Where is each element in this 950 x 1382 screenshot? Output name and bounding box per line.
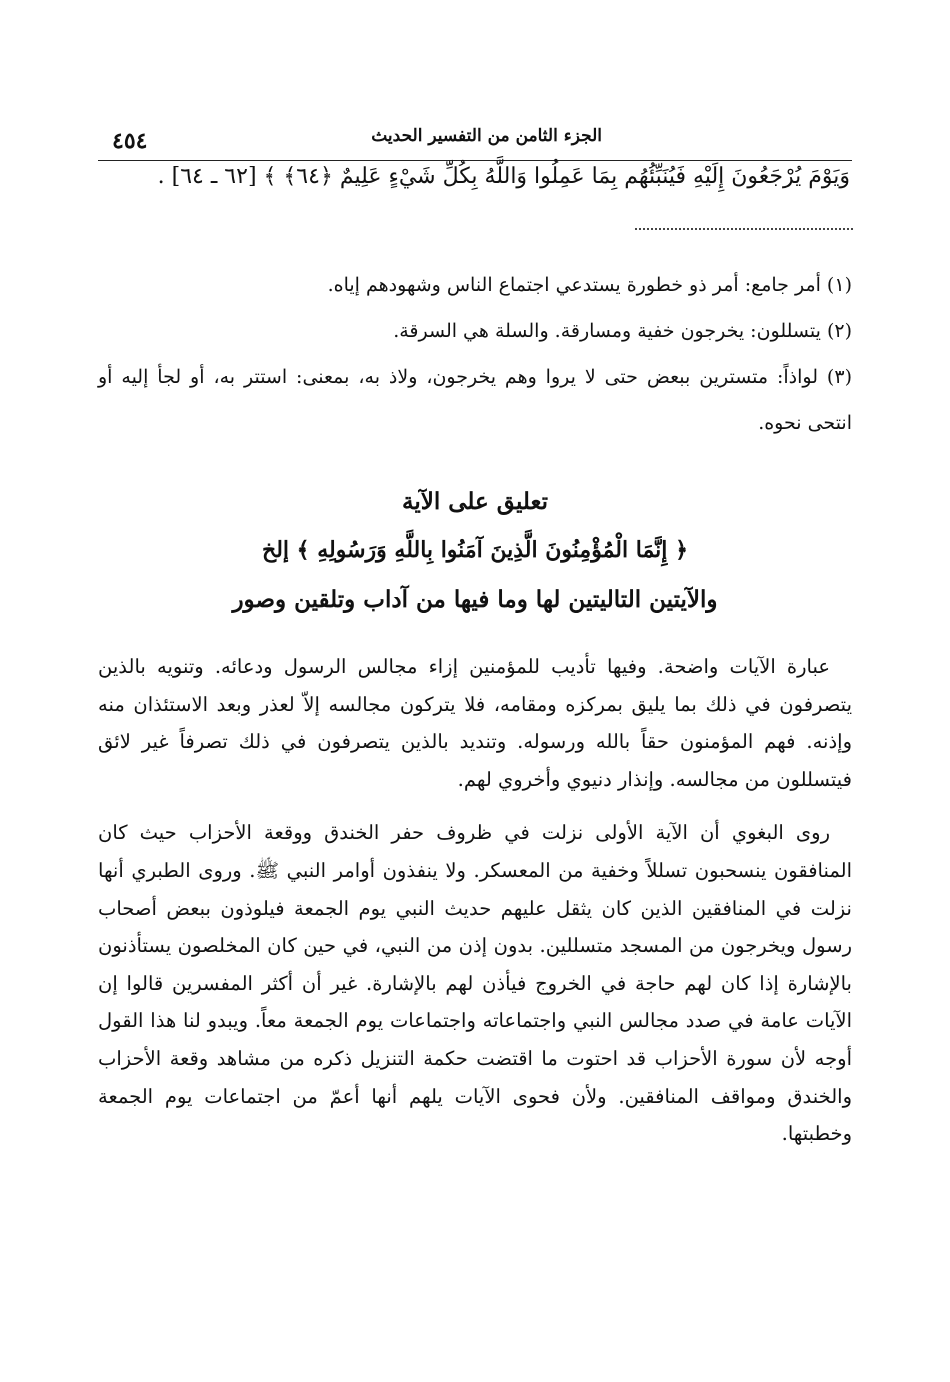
footnotes — [98, 262, 852, 446]
section-title: تعليق على الآية — [402, 488, 548, 515]
footnote-2: (٢) يتسللون: يخرجون خفية ومسارقة. والسلة هي السرقة. — [393, 320, 852, 342]
paragraph-2: روى البغوي أن الآية الأولى نزلت في ظروف حفر الخندق ووقعة الأحزاب حيث كان المنافقون ينسحبون تسللاً وخفية من المعسكر. ولا ينفذون أوامر النبي ﷺ. وروى الطبري أنها نزلت في المنافقين الذين كان يثقل عليهم حديث النبي يوم الجمعة فيلوذون ببعض أصحاب رسول ويخرجون من المسجد متسللين. بدون إذن من النبي، في حين كان المخلصون يستأذنون بالإشارة إذا كان لهم حاجة في الخروج فيأذن لهم بالإشارة. غير أن أكثر المفسرين قالوا إن الآيات عامة في صدد مجالس النبي واجتماعاته واجتماعات يوم الجمعة معاً. ويبدو لنا هذا القول أوجه لأن سورة الأحزاب قد احتوت ما اقتضت حكمة التنزيل ذكره من مشاهد وقعة الأحزاب والخندق ومواقف المنافقين. ولأن فحوى الآيات يلهم أنها أعمّ من اجتماعات يوم الجمعة وخطبتها. — [98, 821, 852, 1146]
section-verse-heading: ﴿ إِنَّمَا الْمُؤْمِنُونَ الَّذِينَ آمَنُوا بِاللَّهِ وَرَسُولِهِ ﴾ إلخ — [262, 537, 688, 563]
header-title: الجزء الثامن من التفسير الحديث — [371, 126, 602, 146]
footnote-3: (٣) لواذاً: متسترين ببعض حتى لا يروا وهم يخرجون، ولاذ به، بمعنى: استتر به، أو لجأ إليه أو انتحى نحوه. — [98, 366, 852, 434]
commentary-body — [98, 648, 852, 1169]
footnote-separator — [635, 228, 853, 230]
quran-verse-continuation: وَيَوْمَ يُرْجَعُونَ إِلَيْهِ فَيُنَبِّئُهُم بِمَا عَمِلُوا وَاللَّهُ بِكُلِّ شَيْءٍ عَلِيمٌ ﴿٦٤﴾ ﴾ [٦٢ ـ ٦٤] . — [157, 164, 850, 189]
footnote-1: (١) أمر جامع: أمر ذو خطورة يستدعي اجتماع الناس وشهودهم إياه. — [327, 274, 852, 296]
paragraph-1: عبارة الآيات واضحة. وفيها تأديب للمؤمنين إزاء مجالس الرسول ودعائه. وتنويه بالذين يتصرفون في ذلك بما يليق بمركزه ومقامه، فلا يتركون مجالسه إلاّ لعذر وبعد الاستئذان منه وإذنه. فهم المؤمنون حقاً بالله ورسوله. وتنديد بالذين يتصرفون في ذلك تصرفاً غير لائق فيتسللون من مجالسه. وإنذار دنيوي وأخروي لهم. — [98, 655, 852, 791]
running-header — [98, 124, 852, 161]
page-number: ٤٥٤ — [112, 128, 148, 154]
section-subtitle: والآيتين التاليتين لها وما فيها من آداب وتلقين وصور — [232, 586, 718, 613]
